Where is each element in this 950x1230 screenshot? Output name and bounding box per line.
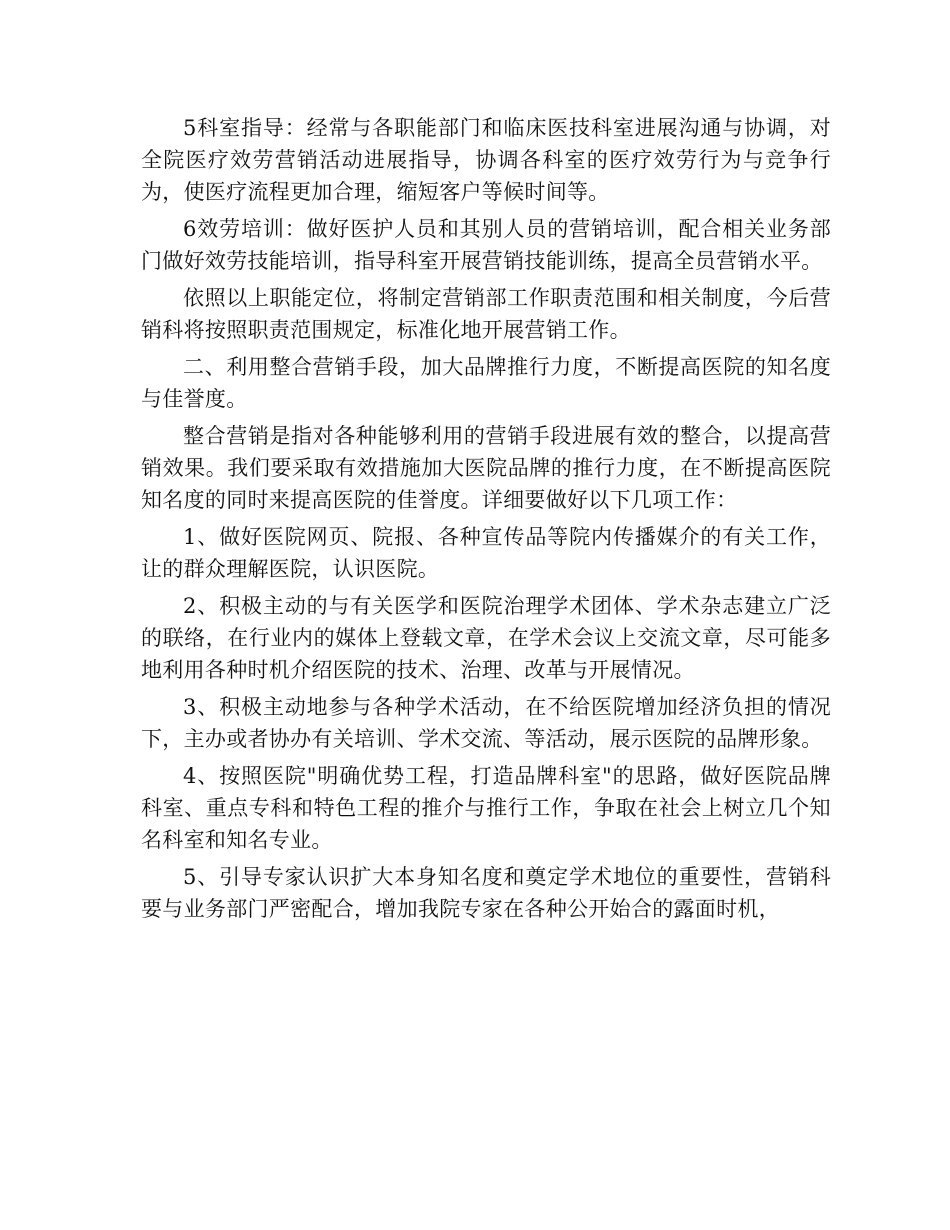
- paragraph-integrated-marketing: 整合营销是指对各种能够利用的营销手段进展有效的整合，以提高营销效果。我们要采取有效措施加大医院品牌的推行力度，在不断提高医院知名度的同时来提高医院的佳誉度。详细要做好以下几项工作：: [141, 424, 831, 512]
- list-item-4: 4、按照医院"明确优势工程，打造品牌科室"的思路，做好医院品牌科室、重点专科和特色工程的推介与推行工作，争取在社会上树立几个知名科室和知名专业。: [141, 764, 831, 852]
- document-body: [141, 112, 831, 930]
- list-item-1: 1、做好医院网页、院报、各种宣传品等院内传播媒介的有关工作，让的群众理解医院，认识医院。: [141, 525, 831, 581]
- paragraph-function-positioning: 依照以上职能定位，将制定营销部工作职责范围和相关制度，今后营销科将按照职责范围规定，标准化地开展营销工作。: [141, 286, 831, 342]
- section-heading-integrated-marketing: 二、利用整合营销手段，加大品牌推行力度，不断提高医院的知名度与佳誉度。: [141, 355, 831, 411]
- list-item-2: 2、积极主动的与有关医学和医院治理学术团体、学术杂志建立广泛的联络，在行业内的媒体上登载文章，在学术会议上交流文章，尽可能多地利用各种时机介绍医院的技术、治理、改革与开展情况。: [141, 594, 831, 682]
- paragraph-dept-guidance: 5科室指导：经常与各职能部门和临床医技科室进展沟通与协调，对全院医疗效劳营销活动进展指导，协调各科室的医疗效劳行为与竞争行为，使医疗流程更加合理，缩短客户等候时间等。: [141, 116, 831, 204]
- paragraph-service-training: 6效劳培训：做好医护人员和其别人员的营销培训，配合相关业务部门做好效劳技能培训，指导科室开展营销技能训练，提高全员营销水平。: [141, 217, 831, 273]
- list-item-5: 5、引导专家认识扩大本身知名度和奠定学术地位的重要性，营销科要与业务部门严密配合，增加我院专家在各种公开始合的露面时机，: [141, 865, 831, 921]
- list-item-3: 3、积极主动地参与各种学术活动，在不给医院增加经济负担的情况下，主办或者协办有关培训、学术交流、等活动，展示医院的品牌形象。: [141, 695, 831, 751]
